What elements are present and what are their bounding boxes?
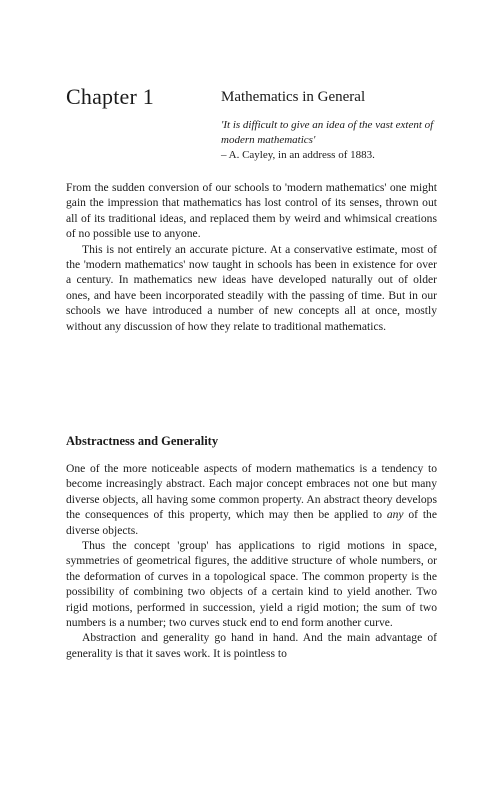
- chapter-title: Mathematics in General: [221, 89, 366, 105]
- intro-text: [66, 180, 437, 334]
- chapter-number: Chapter 1: [66, 84, 154, 109]
- section-text: [66, 461, 437, 661]
- epigraph-attribution: – A. Cayley, in an address of 1883.: [221, 149, 375, 161]
- emphasis-any: any: [386, 508, 404, 522]
- section-paragraph-1-start: One of the more noticeable aspects of modern mathematics is a tendency to become increasingly abstract. Each major concept embraces not one but many diverse objects, all having some common property. An abstract theory develops the consequences of this property, which may then be applied to: [66, 462, 437, 522]
- epigraph: [221, 118, 436, 163]
- section-paragraph-1-end: of the diverse objects.: [66, 508, 437, 537]
- section-heading: Abstractness and Generality: [66, 434, 219, 448]
- epigraph-quote: 'It is difficult to give an idea of the vast extent of modern mathematics': [221, 119, 434, 146]
- section-paragraph-3: Abstraction and generality go hand in hand. And the main advantage of generality is that it saves work. It is pointless to: [66, 631, 437, 660]
- section-paragraph-1: [66, 461, 437, 538]
- intro-paragraph-2: This is not entirely an accurate picture. At a conservative estimate, most of the 'modern mathematics' now taught in schools has been in existence for over a century. In mathematics new ideas have developed naturally out of older ones, and have been incorporated steadily with the passing of time. But in our schools we have introduced a number of new concepts all at once, mostly without any discussion of how they relate to traditional mathematics.: [66, 242, 437, 333]
- intro-paragraph-1: From the sudden conversion of our schools to 'modern mathematics' one might gain the impression that mathematics has lost control of its senses, thrown out all of its traditional ideas, and replaced them by weird and whimsical creations of no possible use to anyone.: [66, 181, 437, 241]
- section-paragraph-2: Thus the concept 'group' has applications to rigid motions in space, symmetries of geometrical figures, the additive structure of whole numbers, or the deformation of curves in a topological space. The common property is the possibility of combining two objects of a certain kind to yield another. Two rigid motions, performed in succession, yield a rigid motion; the sum of two numbers is a number; two curves stuck end to end form another curve.: [66, 539, 437, 630]
